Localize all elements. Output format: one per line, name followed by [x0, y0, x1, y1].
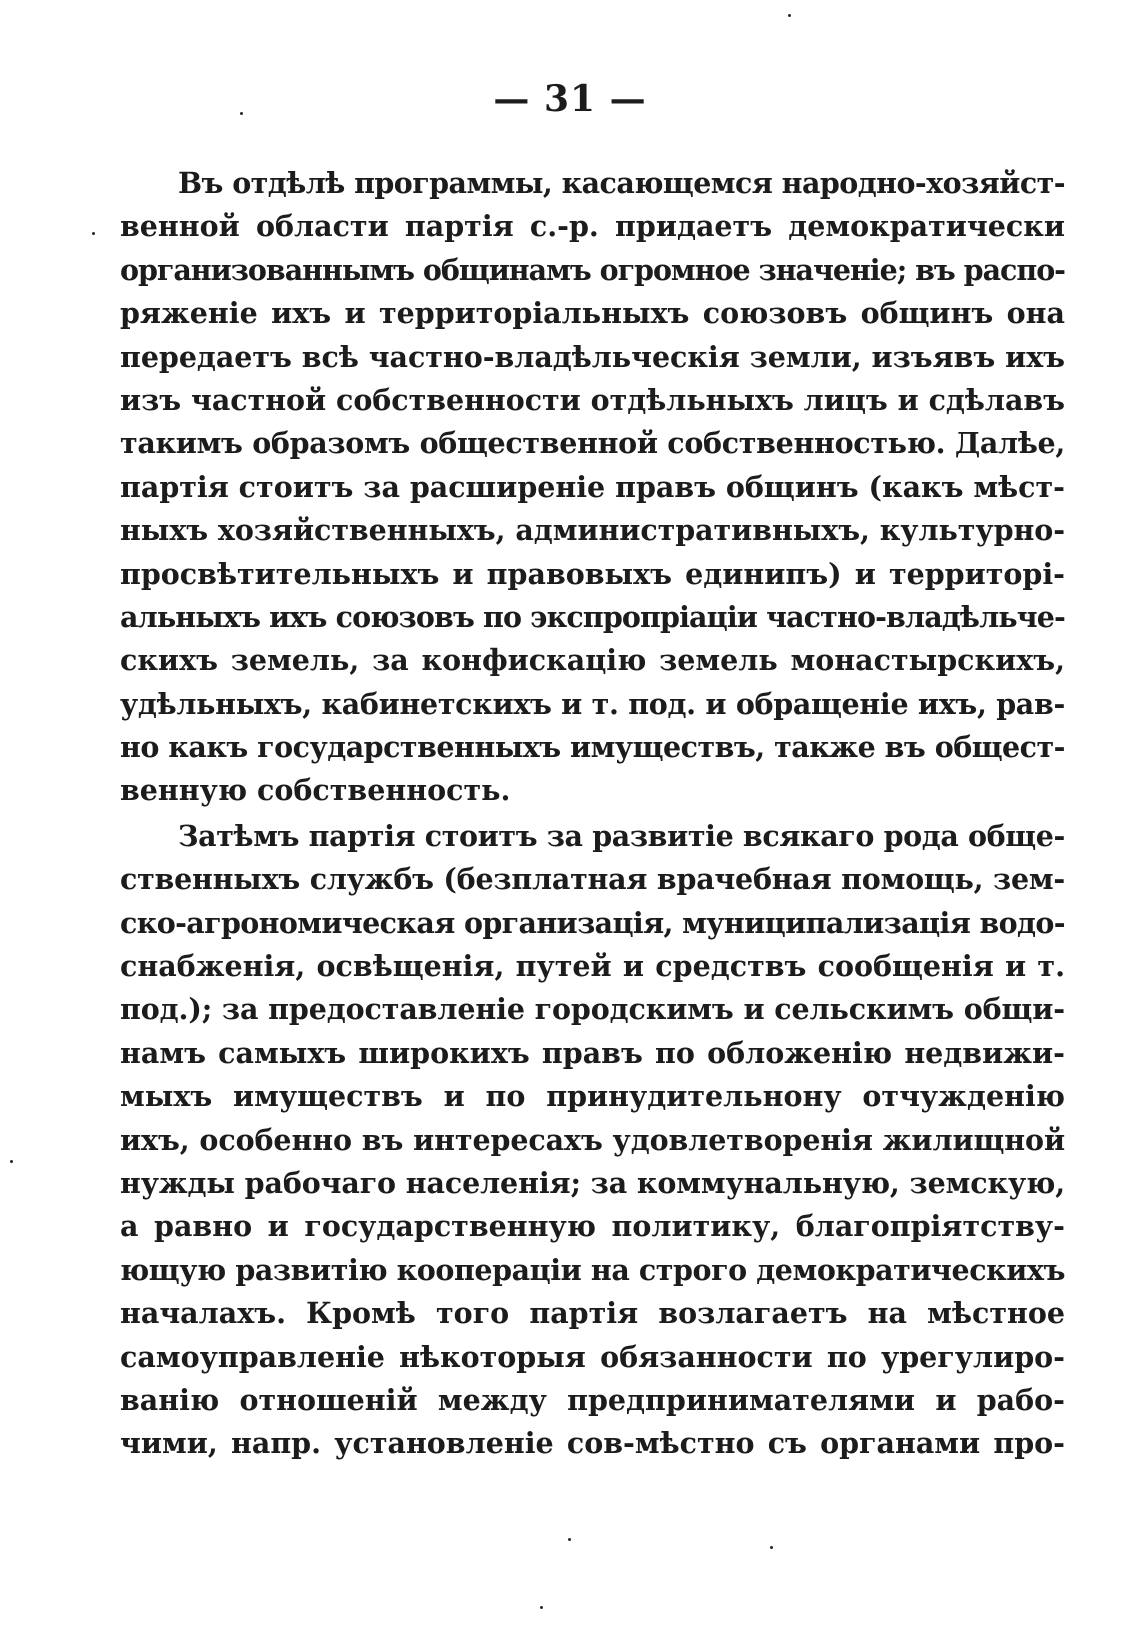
text-line: ныхъ хозяйственныхъ, административныхъ, культурно-	[120, 513, 1065, 548]
text-line: но какъ государственныхъ имуществъ, также въ общест-	[120, 730, 1065, 765]
text-line: партія стоитъ за расширеніе правъ общинъ (какъ мѣст-	[120, 469, 1065, 504]
text-line: снабженія, освѣщенія, путей и средствъ сообщенія и т.	[120, 949, 1065, 984]
scan-speck	[10, 1160, 13, 1163]
text-line: мыхъ имуществъ и по принудительнону отчужденію	[120, 1079, 1065, 1114]
text-line: скихъ земель, за конфискацію земель монастырскихъ,	[120, 643, 1065, 678]
text-line: изъ частной собственности отдѣльныхъ лицъ и сдѣлавъ	[120, 382, 1065, 417]
text-line: началахъ. Кромѣ того партія возлагаетъ на мѣстное	[120, 1296, 1065, 1331]
text-line: чими, напр. установленіе сов-мѣстно съ органами про-	[120, 1426, 1065, 1461]
body-text	[120, 162, 1065, 1466]
text-line: Въ отдѣлѣ программы, касающемся народно-хозяйст-	[178, 166, 1065, 200]
text-line: такимъ образомъ общественной собственностью. Далѣе,	[120, 426, 1065, 461]
text-line: ванію отношеній между предпринимателями и рабо-	[120, 1382, 1065, 1417]
paragraph-1	[120, 162, 1065, 813]
text-line: самоуправленіе нѣкоторыя обязанности по урегулиро-	[120, 1339, 1065, 1374]
text-line: венной области партія с.-р. придаетъ демократически	[120, 209, 1065, 244]
text-line: а равно и государственную политику, благопріятству-	[120, 1209, 1065, 1244]
scan-speck	[568, 1538, 571, 1541]
text-line: организованнымъ общинамъ огромное значеніе; въ распо-	[120, 252, 1065, 287]
text-line: альныхъ ихъ союзовъ по экспропріаціи частно-владѣльче-	[120, 599, 1065, 634]
scan-speck	[770, 1546, 773, 1549]
text-line: передаетъ всѣ частно-владѣльческія земли, изъявъ ихъ	[120, 339, 1065, 374]
text-line: намъ самыхъ широкихъ правъ по обложенію недвижи-	[120, 1035, 1065, 1070]
text-line: удѣльныхъ, кабинетскихъ и т. под. и обращеніе ихъ, рав-	[120, 686, 1065, 721]
text-line: ско-агрономическая организація, муниципализація водо-	[120, 905, 1065, 940]
paragraph-2	[120, 815, 1065, 1466]
scan-speck	[788, 14, 791, 17]
scan-speck	[92, 232, 95, 235]
page-number: — 31 —	[493, 78, 647, 120]
text-line: венную собственность.	[120, 773, 511, 808]
scan-speck	[540, 1606, 543, 1609]
text-line: ряженіе ихъ и территоріальныхъ союзовъ общинъ она	[120, 296, 1065, 331]
text-line: нужды рабочаго населенія; за коммунальную, земскую,	[120, 1165, 1065, 1200]
text-line: ственныхъ службъ (безплатная врачебная помощь, зем-	[120, 862, 1065, 897]
text-line: ющую развитію коопераціи на строго демократическихъ	[120, 1252, 1065, 1287]
text-line: просвѣтительныхъ и правовыхъ единипъ) и территорі-	[120, 556, 1065, 591]
text-line: Затѣмъ партія стоитъ за развитіе всякаго рода обще-	[178, 818, 1065, 853]
scan-speck	[240, 112, 243, 115]
text-line: ихъ, особенно въ интересахъ удовлетворенія жилищной	[120, 1122, 1065, 1157]
text-line: под.); за предоставленіе городскимъ и сельскимъ общи-	[120, 992, 1065, 1027]
